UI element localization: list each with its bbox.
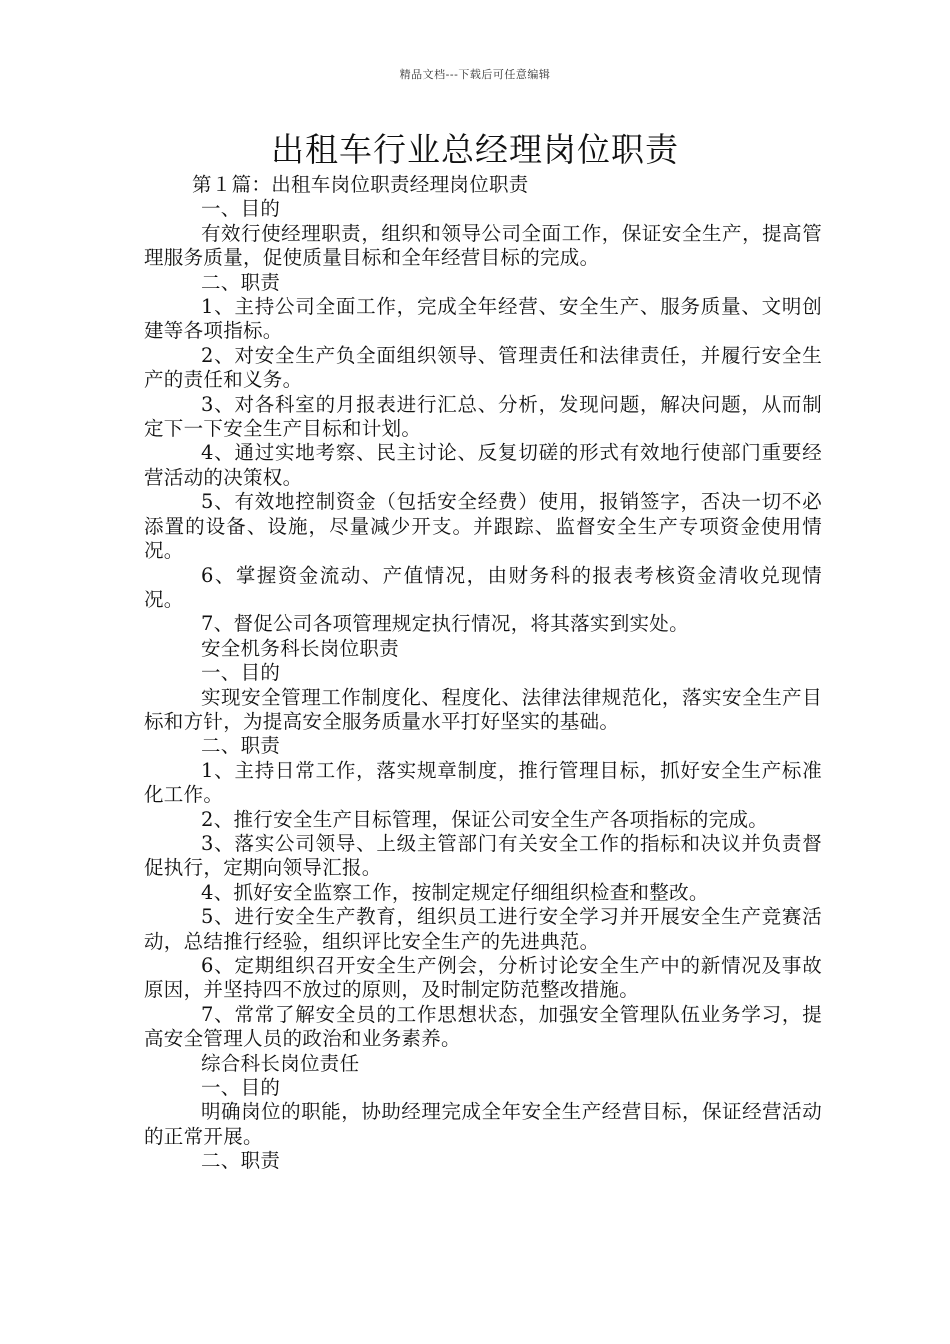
document-title: 出租车行业总经理岗位职责: [271, 130, 679, 169]
section-heading: 一、目的: [201, 661, 281, 685]
document-body: [144, 173, 822, 1174]
body-paragraph: 2、推行安全生产目标管理，保证公司安全生产各项指标的完成。: [201, 807, 769, 831]
body-paragraph: 7、督促公司各项管理规定执行情况，将其落实到实处。: [201, 612, 689, 636]
body-paragraph: 3、对各科室的月报表进行汇总、分析，发现问题，解决问题，从而制定下一下安全生产目标和计划。: [144, 392, 822, 441]
body-paragraph: 1、主持公司全面工作，完成全年经营、安全生产、服务质量、文明创建等各项指标。: [144, 295, 822, 343]
body-paragraph: 4、抓好安全监察工作，按制定规定仔细组织检查和整改。: [201, 880, 709, 904]
section-heading: 二、职责: [201, 734, 281, 758]
section-heading: 二、职责: [201, 270, 281, 294]
section-heading: 综合科长岗位责任: [201, 1051, 360, 1075]
section-heading: 一、目的: [201, 1076, 281, 1100]
body-paragraph: 2、对安全生产负全面组织领导、管理责任和法律责任，并履行安全生产的责任和义务。: [144, 343, 822, 392]
body-paragraph: 有效行使经理职责，组织和领导公司全面工作，保证安全生产，提高管理服务质量，促使质量目标和全年经营目标的完成。: [144, 221, 822, 270]
body-paragraph: 3、落实公司领导、上级主管部门有关安全工作的指标和决议并负责督促执行，定期向领导汇报。: [144, 831, 822, 880]
section-heading: 安全机务科长岗位职责: [201, 636, 400, 660]
body-paragraph: 明确岗位的职能，协助经理完成全年安全生产经营目标，保证经营活动的正常开展。: [144, 1100, 822, 1148]
page-header-note: 精品文档---下载后可任意编辑: [399, 68, 551, 81]
chapter-heading: 第１篇：出租车岗位职责经理岗位职责: [192, 173, 529, 196]
body-paragraph: 6、掌握资金流动、产值情况，由财务科的报表考核资金清收兑现情况。: [144, 563, 822, 611]
body-paragraph: 7、常常了解安全员的工作思想状态，加强安全管理队伍业务学习，提高安全管理人员的政治和业务素养。: [144, 1002, 822, 1051]
body-paragraph: 5、进行安全生产教育，组织员工进行安全学习并开展安全生产竞赛活动，总结推行经验，组织评比安全生产的先进典范。: [144, 905, 822, 953]
body-paragraph: 1、主持日常工作，落实规章制度，推行管理目标，抓好安全生产标准化工作。: [144, 758, 822, 807]
body-paragraph: 5、有效地控制资金（包括安全经费）使用，报销签字，否决一切不必添置的设备、设施，尽量减少开支。并跟踪、监督安全生产专项资金使用情况。: [144, 490, 822, 563]
body-paragraph: 实现安全管理工作制度化、程度化、法律法律规范化，落实安全生产目标和方针，为提高安全服务质量水平打好坚实的基础。: [144, 685, 822, 733]
section-heading: 一、目的: [201, 197, 281, 221]
body-paragraph: 4、通过实地考察、民主讨论、反复切磋的形式有效地行使部门重要经营活动的决策权。: [144, 441, 822, 489]
section-heading: 二、职责: [201, 1149, 281, 1173]
body-paragraph: 6、定期组织召开安全生产例会，分析讨论安全生产中的新情况及事故原因，并坚持四不放过的原则，及时制定防范整改措施。: [144, 954, 822, 1002]
